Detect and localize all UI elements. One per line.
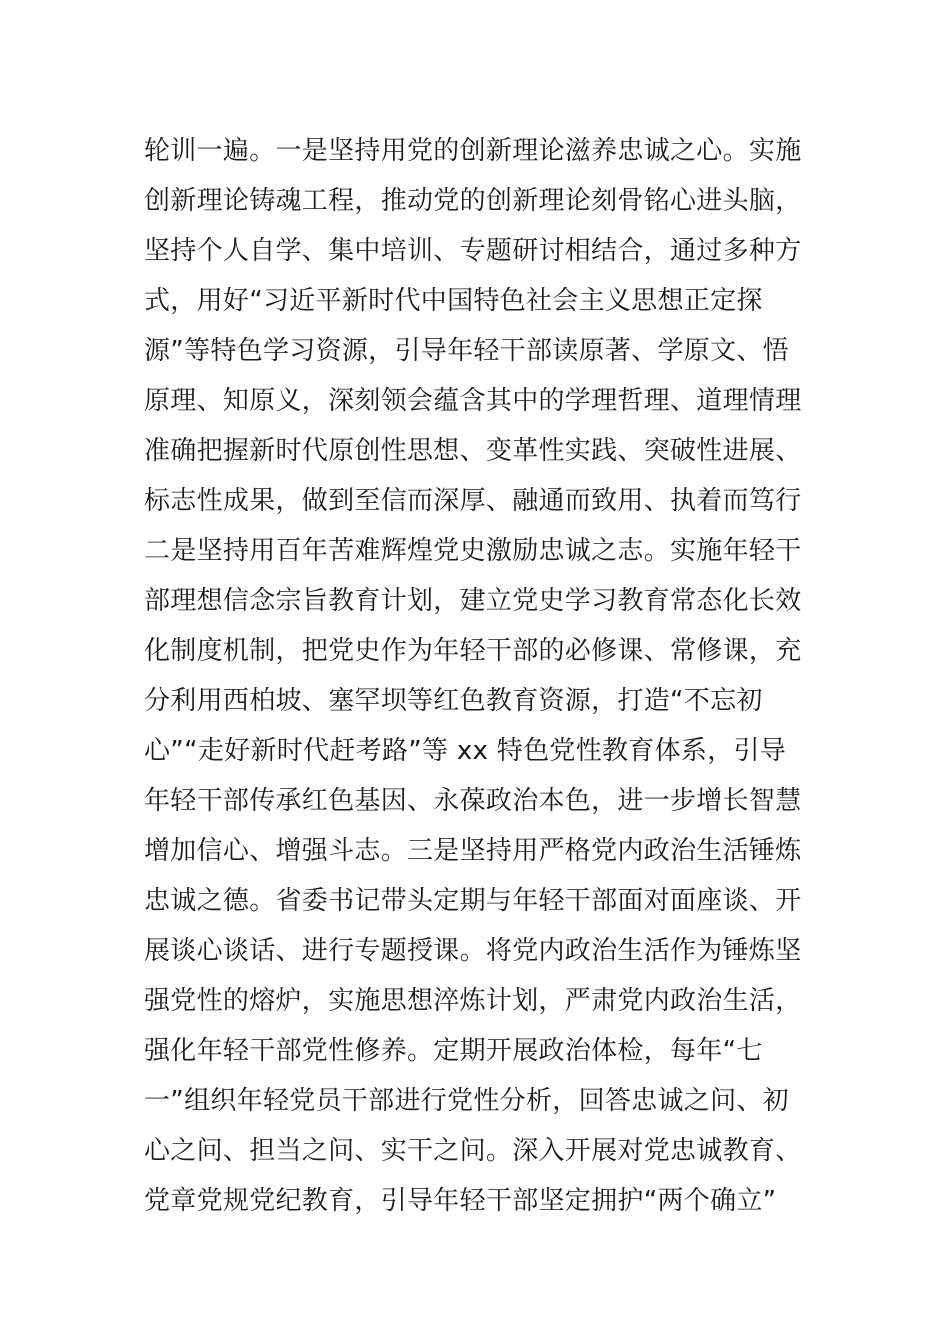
text-line: 心之问、担当之问、实干之问。深入开展对党忠诚教育、 <box>144 1136 802 1166</box>
text-line: 式，用好“习近平新时代中国特色社会主义思想正定探 <box>144 286 763 316</box>
text-line: 强化年轻干部党性修养。定期开展政治体检，每年“七 <box>144 1036 763 1066</box>
text-line: 展谈心谈话、进行专题授课。将党内政治生活作为锤炼坚 <box>144 936 802 966</box>
text-line: 原理、知原义，深刻领会蕴含其中的学理哲理、道理情理 <box>144 386 802 416</box>
text-line: 准确把握新时代原创性思想、变革性实践、突破性进展、 <box>144 436 802 466</box>
text-line: 年轻干部传承红色基因、永葆政治本色，进一步增长智慧 <box>144 786 802 816</box>
text-line: 强党性的熔炉，实施思想淬炼计划，严肃党内政治生活， <box>144 986 802 1016</box>
text-line: 创新理论铸魂工程，推动党的创新理论刻骨铭心进头脑， <box>144 186 802 216</box>
text-line: 标志性成果，做到至信而深厚、融通而致用、执着而笃行 <box>144 486 802 516</box>
text-line: 坚持个人自学、集中培训、专题研讨相结合，通过多种方 <box>144 236 802 266</box>
text-line: 源”等特色学习资源，引导年轻干部读原著、学原文、悟 <box>144 336 789 366</box>
text-line: 化制度机制，把党史作为年轻干部的必修课、常修课，充 <box>144 636 802 666</box>
text-line: 党章党规党纪教育，引导年轻干部坚定拥护“两个确立” <box>144 1186 777 1216</box>
text-line: 部理想信念宗旨教育计划，建立党史学习教育常态化长效 <box>144 586 802 616</box>
text-line: 轮训一遍。一是坚持用党的创新理论滋养忠诚之心。实施 <box>144 136 802 166</box>
text-line: 忠诚之德。省委书记带头定期与年轻干部面对面座谈、开 <box>144 886 802 916</box>
body-paragraph <box>144 126 808 1226</box>
text-line: 二是坚持用百年苦难辉煌党史激励忠诚之志。实施年轻干 <box>144 536 802 566</box>
text-line: 分利用西柏坡、塞罕坝等红色教育资源，打造“不忘初 <box>144 686 763 716</box>
text-line: 增加信心、增强斗志。三是坚持用严格党内政治生活锤炼 <box>144 836 802 866</box>
text-line: 心”“走好新时代赶考路”等 xx 特色党性教育体系，引导 <box>144 736 787 766</box>
text-line: 一”组织年轻党员干部进行党性分析，回答忠诚之问、初 <box>144 1086 789 1116</box>
